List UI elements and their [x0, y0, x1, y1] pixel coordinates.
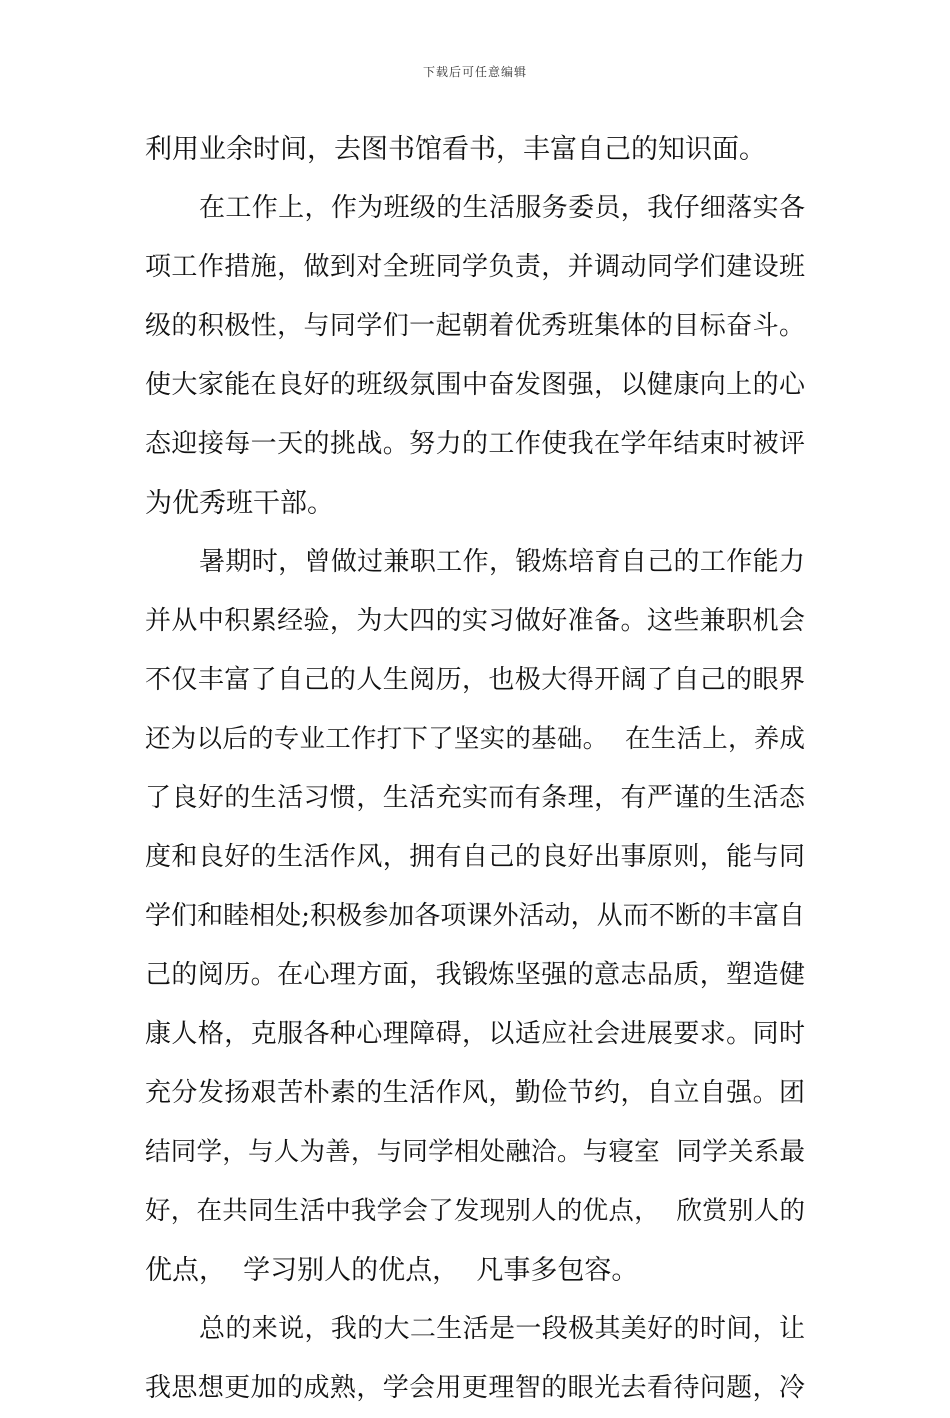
text-line: 在工作上，作为班级的生活服务委员，我仔细落实各	[199, 193, 805, 223]
text-line: 己的阅历。在心理方面，我锻炼坚强的意志品质，塑造健	[145, 960, 805, 990]
text-line: 优点， 学习别人的优点， 凡事多包容。	[145, 1255, 639, 1286]
text-line: 暑期时，曾做过兼职工作，锻炼培育自己的工作能力	[199, 547, 805, 577]
text-line: 了良好的生活习惯，生活充实而有条理，有严谨的生活态	[145, 783, 805, 813]
text-line: 并从中积累经验，为大四的实习做好准备。这些兼职机会	[145, 606, 805, 636]
text-line: 度和良好的生活作风，拥有自己的良好出事原则，能与同	[145, 842, 805, 872]
text-line: 项工作措施，做到对全班同学负责，并调动同学们建设班	[145, 252, 805, 282]
text-line: 我思想更加的成熟，学会用更理智的眼光去看待问题，冷	[145, 1373, 805, 1403]
text-line: 结同学，与人为善，与同学相处融洽。与寝室 同学关系最	[145, 1137, 805, 1167]
text-line: 为优秀班干部。	[145, 488, 334, 519]
page-header: 下载后可任意编辑	[422, 65, 527, 79]
text-line: 学们和睦相处;积极参加各项课外活动，从而不断的丰富自	[145, 901, 805, 931]
text-line: 充分发扬艰苦朴素的生活作风，勤俭节约，自立自强。团	[145, 1078, 805, 1108]
text-line: 态迎接每一天的挑战。努力的工作使我在学年结束时被评	[145, 429, 805, 459]
text-line: 利用业余时间，去图书馆看书，丰富自己的知识面。	[145, 134, 766, 165]
document-body	[145, 120, 805, 1418]
text-line: 好，在共同生活中我学会了发现别人的优点， 欣赏别人的	[145, 1196, 805, 1226]
text-line: 级的积极性，与同学们一起朝着优秀班集体的目标奋斗。	[145, 311, 805, 341]
text-line: 不仅丰富了自己的人生阅历，也极大得开阔了自己的眼界	[145, 665, 805, 695]
text-line: 使大家能在良好的班级氛围中奋发图强，以健康向上的心	[145, 370, 805, 400]
text-line: 康人格，克服各种心理障碍，以适应社会进展要求。同时	[145, 1019, 805, 1049]
text-line: 还为以后的专业工作打下了坚实的基础。 在生活上，养成	[145, 724, 805, 754]
text-line: 总的来说，我的大二生活是一段极其美好的时间，让	[199, 1314, 805, 1344]
